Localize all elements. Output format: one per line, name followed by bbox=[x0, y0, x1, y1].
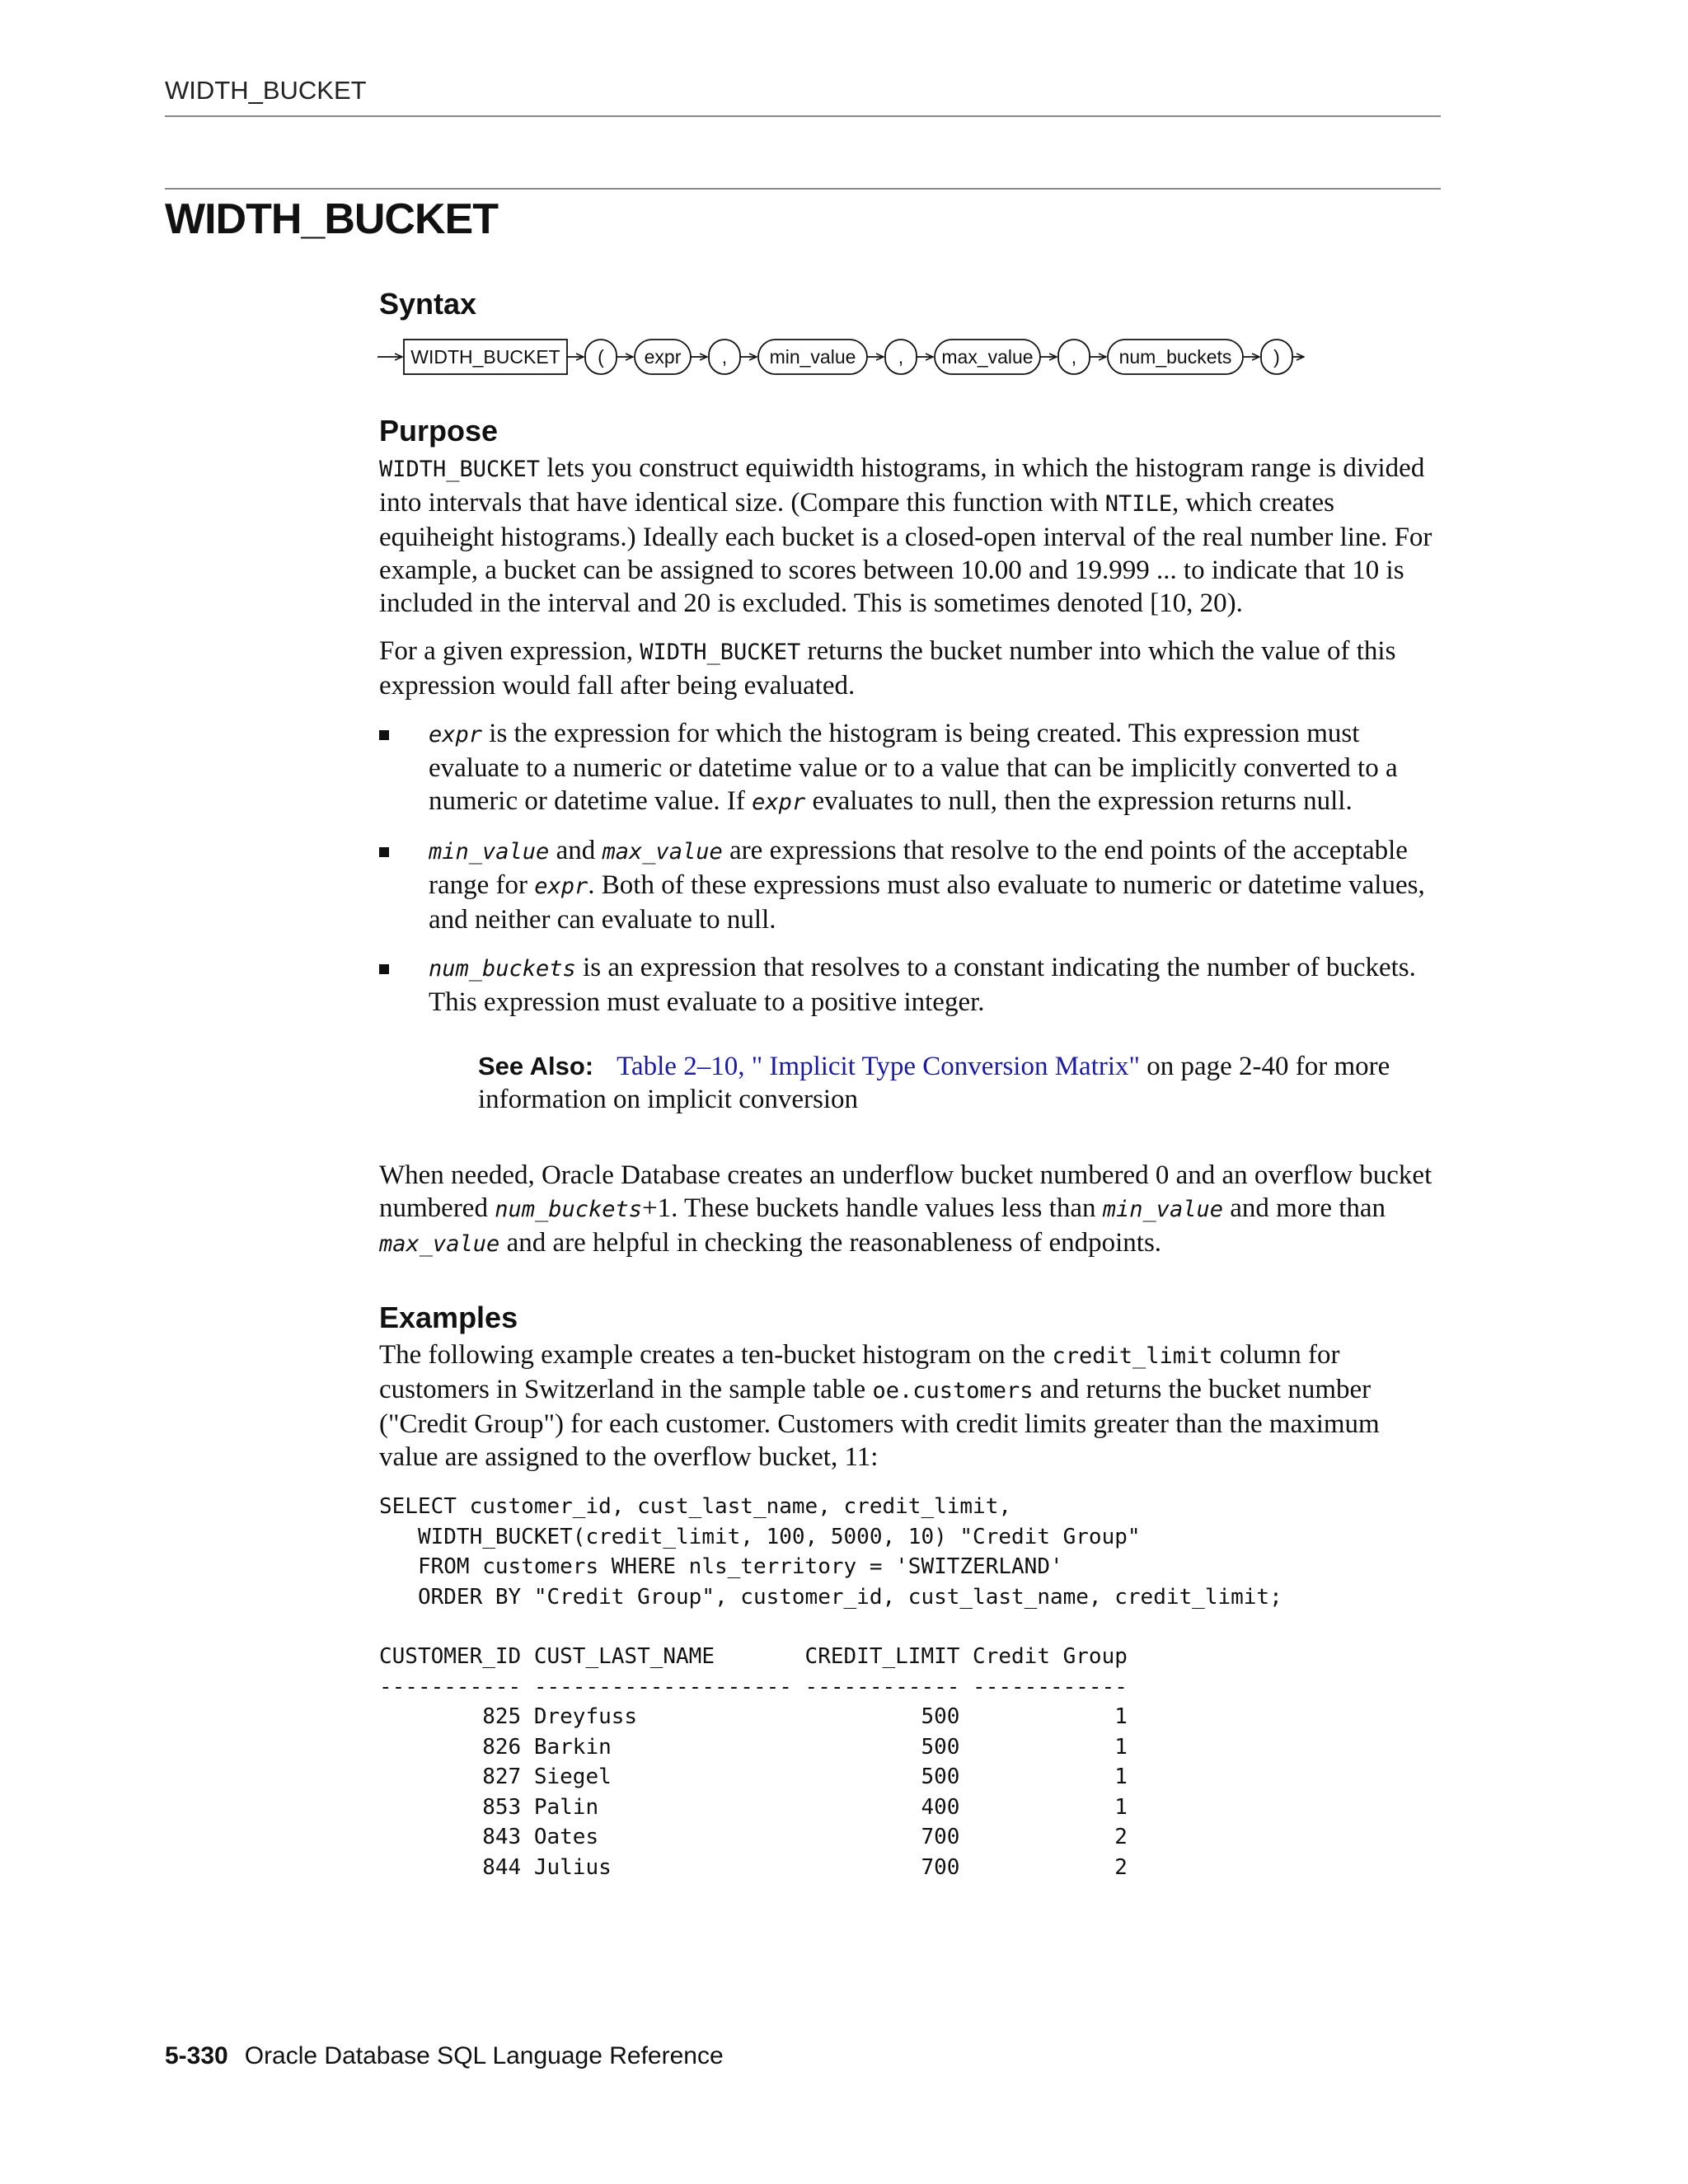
header-rule bbox=[165, 115, 1441, 117]
text-run: and returns the bucket number ("Credit Group") for each customer. Customers with credit limits greater than the maximum value are assigned to the overflow bucket, 11: bbox=[379, 1375, 1380, 1472]
sql-code-block: SELECT customer_id, cust_last_name, credit_limit, WIDTH_BUCKET(credit_limit, 100, 5000, 10) "Credit Group" FROM customers WHERE nls_territory = 'SWITZERLAND' ORDER BY "Credit Group", customer_id, cust_last_name, credit_limit; bbox=[379, 1494, 1282, 1610]
inline-code: WIDTH_BUCKET bbox=[379, 457, 541, 482]
param-term: min_value bbox=[1102, 1197, 1224, 1222]
text-run: evaluates to null, then the expression returns null. bbox=[805, 786, 1353, 816]
list-item-text bbox=[429, 717, 1442, 819]
list-item bbox=[379, 951, 1442, 1019]
purpose-heading: Purpose bbox=[379, 414, 499, 448]
diagram-expr-label: expr bbox=[644, 346, 682, 368]
inline-code: credit_limit bbox=[1052, 1343, 1213, 1369]
diagram-comma-label: , bbox=[898, 346, 904, 368]
syntax-diagram bbox=[374, 336, 1306, 377]
diagram-min-value-label: min_value bbox=[769, 346, 856, 368]
text-run: The following example creates a ten-bucket histogram on the bbox=[379, 1340, 1053, 1370]
parameter-list bbox=[379, 717, 1442, 1019]
param-term: expr bbox=[752, 790, 806, 815]
param-term: num_buckets bbox=[495, 1197, 643, 1222]
see-also-label: See Also: bbox=[478, 1052, 594, 1080]
purpose-paragraph-1 bbox=[379, 452, 1442, 620]
text-run: +1. These buckets handle values less than bbox=[642, 1193, 1103, 1223]
bullet-square-icon bbox=[379, 847, 389, 857]
inline-code: WIDTH_BUCKET bbox=[640, 640, 801, 665]
text-run: For a given expression, bbox=[379, 636, 640, 666]
inline-code: oe.customers bbox=[872, 1378, 1034, 1404]
footer-book-title: Oracle Database SQL Language Reference bbox=[244, 2042, 724, 2069]
param-term: expr bbox=[534, 874, 588, 899]
diagram-max-value-label: max_value bbox=[941, 346, 1034, 368]
param-term: min_value bbox=[429, 839, 550, 865]
page-footer bbox=[165, 2042, 724, 2070]
inline-code: NTILE bbox=[1104, 491, 1172, 517]
text-run: returns the bucket number into which the value of this expression would fall after being evaluated. bbox=[379, 636, 1396, 701]
bullet-square-icon bbox=[379, 730, 389, 740]
see-also-note bbox=[478, 1050, 1442, 1116]
query-output-block: CUSTOMER_ID CUST_LAST_NAME CREDIT_LIMIT Credit Group ----------- -------------------- ------------ ------------ 825 Dreyfuss 500 1 826 Barkin 500 1 827 Siegel 500 1 853 Palin 400 1 843 Oates 700 2 844 Julius 700 2 bbox=[379, 1644, 1128, 1880]
text-run: lets you construct equiwidth histograms, in which the histogram range is divided into intervals that have identical size. (Compare this function with bbox=[379, 453, 1425, 518]
text-run: and bbox=[549, 836, 603, 865]
footer-page-number: 5-330 bbox=[165, 2042, 228, 2069]
see-also-link[interactable]: Table 2–10, " Implicit Type Conversion Matrix" bbox=[617, 1052, 1140, 1081]
diagram-keyword-label: WIDTH_BUCKET bbox=[410, 346, 560, 368]
examples-paragraph bbox=[379, 1338, 1442, 1474]
bullet-square-icon bbox=[379, 964, 389, 974]
text-run: is an expression that resolves to a constant indicating the number of buckets. This expression must evaluate to a positive integer. bbox=[429, 953, 1416, 1017]
param-term: expr bbox=[429, 722, 483, 748]
text-run: column for customers in Switzerland in the sample table bbox=[379, 1340, 1340, 1404]
text-run: is the expression for which the histogram is being created. This expression must evaluate to a numeric or datetime value or to a value that can be implicitly converted to a numeric or datetime value. If bbox=[429, 719, 1398, 816]
examples-heading: Examples bbox=[379, 1301, 518, 1334]
text-run: , which creates equiheight histograms.) Ideally each bucket is a closed-open interval of the real number line. For example, a bucket can be assigned to scores between 10.00 and 19.999 ... to indicate that 10 is included in the interval and 20 is excluded. This is sometimes denoted [10, 20). bbox=[379, 488, 1432, 618]
purpose-paragraph-3 bbox=[379, 1159, 1442, 1261]
list-item bbox=[379, 834, 1442, 936]
diagram-close-paren-label: ) bbox=[1273, 346, 1280, 368]
main-content bbox=[379, 287, 1442, 1882]
syntax-heading: Syntax bbox=[379, 287, 477, 321]
diagram-open-paren-label: ( bbox=[598, 346, 604, 368]
text-run: . Both of these expressions must also evaluate to numeric or datetime values, and neither can evaluate to null. bbox=[429, 870, 1425, 935]
text-run: on page 2-40 for more information on implicit conversion bbox=[478, 1052, 1390, 1114]
purpose-paragraph-2 bbox=[379, 635, 1442, 702]
running-header: WIDTH_BUCKET bbox=[165, 76, 367, 105]
diagram-comma-label: , bbox=[721, 346, 728, 368]
text-run: and more than bbox=[1223, 1193, 1386, 1223]
param-term: max_value bbox=[602, 839, 723, 865]
text-run: When needed, Oracle Database creates an underflow bucket numbered 0 and an overflow bucket numbered bbox=[379, 1160, 1432, 1223]
param-term: num_buckets bbox=[429, 956, 576, 982]
list-item-text bbox=[429, 834, 1442, 936]
page-title: WIDTH_BUCKET bbox=[165, 195, 498, 243]
diagram-comma-label: , bbox=[1071, 346, 1077, 368]
title-rule bbox=[165, 188, 1441, 190]
list-item-text bbox=[429, 951, 1442, 1019]
text-run: are expressions that resolve to the end points of the acceptable range for bbox=[429, 836, 1408, 900]
param-term: max_value bbox=[379, 1231, 500, 1257]
diagram-num-buckets-label: num_buckets bbox=[1118, 346, 1232, 368]
list-item bbox=[379, 717, 1442, 819]
text-run: and are helpful in checking the reasonableness of endpoints. bbox=[499, 1228, 1162, 1258]
